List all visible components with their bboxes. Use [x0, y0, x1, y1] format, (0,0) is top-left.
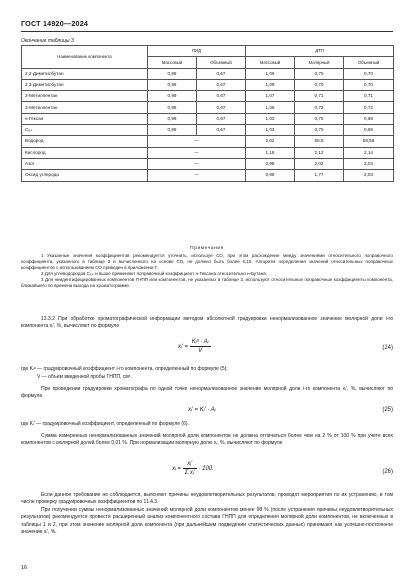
dtp-molar-value: 2,02 [295, 158, 344, 169]
dtp-molar-value: 2,12 [295, 147, 344, 158]
table-row [22, 136, 394, 147]
formula-26-expression [172, 460, 214, 477]
formula-25 [0, 406, 393, 420]
component-name: н-Гексан [22, 113, 148, 124]
dtp-volume-value: 0,70 [344, 79, 394, 90]
pid-volume-value: 0,67 [197, 102, 246, 113]
pid-not-applicable: — [148, 158, 246, 169]
component-name: Кислород [22, 147, 148, 158]
formula-25-number: (25) [382, 407, 393, 413]
col-header-dtp-molar: Молярный [295, 57, 344, 68]
component-name: C₆₊ [22, 125, 148, 136]
dtp-volume-value: 0,69 [344, 125, 394, 136]
table-row [22, 91, 394, 102]
component-name: 2-Метилпентан [22, 91, 148, 102]
pid-volume-value: 0,67 [197, 91, 246, 102]
formula-25-expression: xᵢ' = Kᵢ' · Aᵢ [188, 407, 216, 413]
legend-line: где Kᵢ' — градуировочный коэффициент, определенный по формуле (6). [21, 421, 189, 427]
formula-26 [0, 460, 393, 490]
page-number: 16 [21, 565, 28, 571]
dtp-mass-value: 1,07 [246, 91, 295, 102]
table-row [22, 113, 394, 124]
dtp-volume-value: 0,69 [344, 113, 394, 124]
pid-mass-value: 0,99 [148, 68, 197, 79]
component-name: 2,2-Диметилбутан [22, 68, 148, 79]
table-notes [21, 246, 393, 289]
dtp-mass-value: 1,03 [246, 125, 295, 136]
pid-volume-value: 0,67 [197, 68, 246, 79]
pid-volume-value: 0,67 [197, 113, 246, 124]
paragraph-text: При получении суммы ненормализованных значений молярной доли компонентов менее 98 % (после устранения причины неудовлетворительных результатов) рекомендуется провести расширенный анализ компонентного состава ГНПП для определения молярной доли компонентов, не включенных в таблицы 1 и 2, при этом значение молярной доли компонента (при дальнейшем подведении статистических данных) принимают как успешно-постоянное значение xᵢ', %. [21, 507, 393, 535]
formula-24-legend [21, 366, 393, 381]
dtp-volume-value: 2,03 [344, 170, 394, 181]
dtp-molar-value: 1,77 [295, 170, 344, 181]
table-row [22, 68, 394, 79]
pid-mass-value: 0,99 [148, 91, 197, 102]
dtp-volume-value: 2,03 [344, 158, 394, 169]
component-name: Оксид углерода [22, 170, 148, 181]
pid-mass-value: 0,99 [148, 113, 197, 124]
formula-26-number: (26) [382, 469, 393, 475]
paragraph-normalization [21, 433, 393, 448]
dtp-volume-value: 0,71 [344, 91, 394, 102]
formula-24 [0, 338, 393, 360]
paragraph-text: Сумма измеренных ненормализованных значений молярной доли компонентов не должна отличаться более чем на 2 % от 100 % при учете всех компонентов с молярной долей более 0,01 %. При нормализации молярную долю xᵢ, %, вычисляют по формуле [21, 433, 393, 447]
pid-volume-value: 0,67 [197, 79, 246, 90]
dtp-volume-value: 2,14 [344, 147, 394, 158]
note-3: 3 Для неидентифицированных компонентов ГНПП или компонентов, не указанных в таблице 3, используют относительные поправочные коэффициенты компонента, ближайшего по времени выхода на хроматограмме. [21, 276, 393, 288]
col-group-pid: ПИД [148, 46, 246, 57]
dtp-molar-value: 58,6 [295, 136, 344, 147]
pid-mass-value: 0,99 [148, 125, 197, 136]
legend-line: где Kᵢᵃ — градуировочный коэффициент i-го компонента, определенный по формуле (5); [21, 366, 228, 372]
dtp-molar-value: 0,70 [295, 125, 344, 136]
component-name: 3-Метилпентан [22, 102, 148, 113]
formula-24-expression [178, 338, 211, 355]
col-header-pid-volume: Объемный [197, 57, 246, 68]
formula-24-fraction [190, 338, 211, 355]
formula-26-denominator: Σ xᵢ' [184, 470, 195, 477]
paragraph-13-3-2 [21, 316, 393, 331]
dtp-volume-value: 0,72 [344, 102, 394, 113]
table-row [22, 79, 394, 90]
pid-not-applicable: — [148, 170, 246, 181]
component-name: 2,3-Диметилбутан [22, 79, 148, 90]
dtp-mass-value: 0,98 [246, 170, 295, 181]
component-name: Азот [22, 158, 148, 169]
formula-26-lhs: xᵢ = [172, 466, 181, 473]
formula-26-multiplier: · 100. [198, 466, 214, 473]
dtp-molar-value: 0,70 [295, 68, 344, 79]
notes-heading: Примечания [190, 246, 224, 251]
dtp-mass-value: 1,18 [246, 147, 295, 158]
dtp-mass-value: 1,03 [246, 113, 295, 124]
header-rule [21, 31, 393, 32]
dtp-volume-value: 58,58 [344, 136, 394, 147]
note-2: 2 Для углеводородов C₆₊ и выше применяют поправочный коэффициент н-Гексана относительно н-Бутана. [41, 271, 267, 276]
dtp-molar-value: 0,70 [295, 113, 344, 124]
pid-not-applicable: — [148, 147, 246, 158]
coefficients-table [21, 45, 394, 182]
col-group-dtp: ДТП [246, 46, 394, 57]
formula-24-denominator: V [198, 348, 203, 355]
table-row [22, 102, 394, 113]
formula-24-number: (24) [382, 345, 393, 351]
dtp-molar-value: 0,72 [295, 102, 344, 113]
formula-24-numerator: Kᵢᵃ · Aᵢ [190, 338, 211, 347]
dtp-volume-value: 0,70 [344, 68, 394, 79]
dtp-mass-value: 1,09 [246, 79, 295, 90]
table-row [22, 125, 394, 136]
paragraph-text: При проведении градуировки хроматографа по одной точке ненормализованное значение молярной доли i-го компонента xᵢ', %, вычисляют по формуле [21, 386, 393, 400]
pid-not-applicable: — [148, 136, 246, 147]
dtp-molar-value: 0,70 [295, 79, 344, 90]
pid-volume-value: 0,67 [197, 125, 246, 136]
component-name: Водород [22, 136, 148, 147]
paragraph-requirement [21, 492, 393, 507]
document-header: ГОСТ 14920—2024 [21, 19, 89, 28]
legend-line: V — объем введенной пробы ГНПП, см³. [37, 373, 132, 380]
paragraph-text: Если данное требование не соблюдается, выясняют причины неудовлетворительных результатов, проводят мероприятия по их устранению, в том числе проверку градуировочных коэффициентов по 11.4.3. [21, 492, 393, 506]
dtp-mass-value: 0,98 [246, 158, 295, 169]
note-1: 1 Указанные значения коэффициентов рекомендуется уточнить, используя СО, при этом расхождение между значениями относительного поправочного коэффициента, указанного в таблице 3 и вычисленного на основе СО, не должно быть более 0,10. Алгоритм определения значений относительных поправочных коэффициентов с использованием СО приведен в приложении Г. [21, 253, 393, 271]
col-header-component: Наименование компонента [22, 46, 148, 69]
formula-25-legend [21, 421, 393, 429]
dtp-mass-value: 1,09 [246, 68, 295, 79]
dtp-molar-value: 0,71 [295, 91, 344, 102]
table-row [22, 147, 394, 158]
paragraph-single-point [21, 386, 393, 401]
paragraph-text: 13.3.2 При обработке хроматографической информации методом абсолютной градуировки ненормализованное значение молярной доли i-го компонента xᵢ', %, вычисляют по формуле [21, 316, 393, 330]
col-header-dtp-volume: Объемный [344, 57, 394, 68]
col-header-dtp-mass: Массовый [246, 57, 295, 68]
dtp-mass-value: 1,06 [246, 102, 295, 113]
formula-24-lhs: xᵢ' = [178, 344, 189, 351]
table-continuation-caption: Окончание таблицы 3 [21, 38, 74, 44]
pid-mass-value: 0,99 [148, 79, 197, 90]
formula-26-numerator: xᵢ' [183, 460, 197, 469]
table-row [22, 158, 394, 169]
dtp-mass-value: 2,02 [246, 136, 295, 147]
paragraph-extended-analysis [21, 507, 393, 536]
formula-26-fraction [183, 460, 197, 477]
col-header-pid-mass: Массовый [148, 57, 197, 68]
pid-mass-value: 0,99 [148, 102, 197, 113]
table-row [22, 170, 394, 181]
